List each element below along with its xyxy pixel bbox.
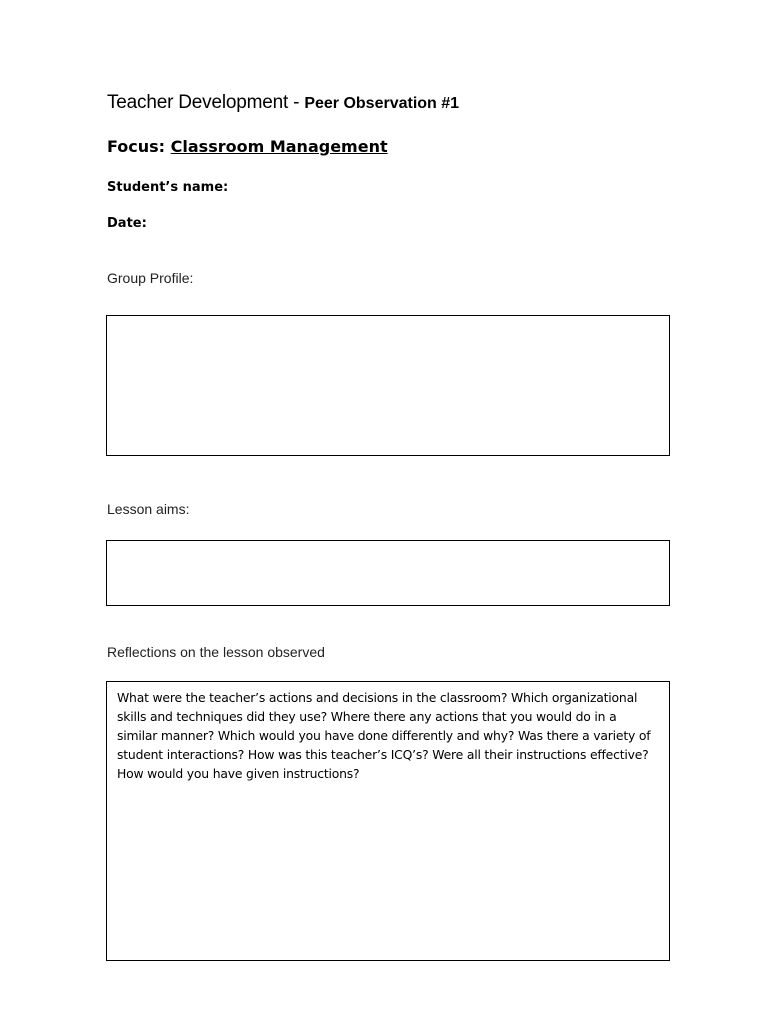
title-main: Teacher Development -: [107, 92, 305, 113]
lesson-aims-box[interactable]: [106, 540, 670, 606]
focus-topic: Classroom Management: [170, 137, 388, 156]
reflections-label: Reflections on the lesson observed: [107, 644, 325, 660]
reflection-prompt: [117, 688, 659, 783]
group-profile-box[interactable]: [106, 315, 670, 456]
reflection-prompt-line: similar manner? Which would you have done differently and why? Was there a variety of: [117, 728, 651, 743]
lesson-aims-label: Lesson aims:: [107, 501, 190, 517]
reflection-prompt-line: student interactions? How was this teacher’s ICQ’s? Were all their instructions effective?: [117, 747, 649, 762]
group-profile-label: Group Profile:: [107, 270, 194, 286]
reflection-prompt-line: skills and techniques did they use? Where there any actions that you would do in a: [117, 709, 617, 724]
title-subtitle: Peer Observation #1: [304, 95, 460, 112]
reflection-prompt-line: How would you have given instructions?: [117, 766, 360, 781]
date-label: Date:: [107, 216, 147, 231]
focus-label: Focus:: [107, 137, 171, 156]
reflection-prompt-line: What were the teacher’s actions and decisions in the classroom? Which organizational: [117, 690, 638, 705]
page-title: [107, 90, 459, 117]
student-name-label: Student’s name:: [107, 180, 229, 195]
reflections-box[interactable]: [106, 681, 670, 961]
focus-heading: [107, 136, 388, 158]
